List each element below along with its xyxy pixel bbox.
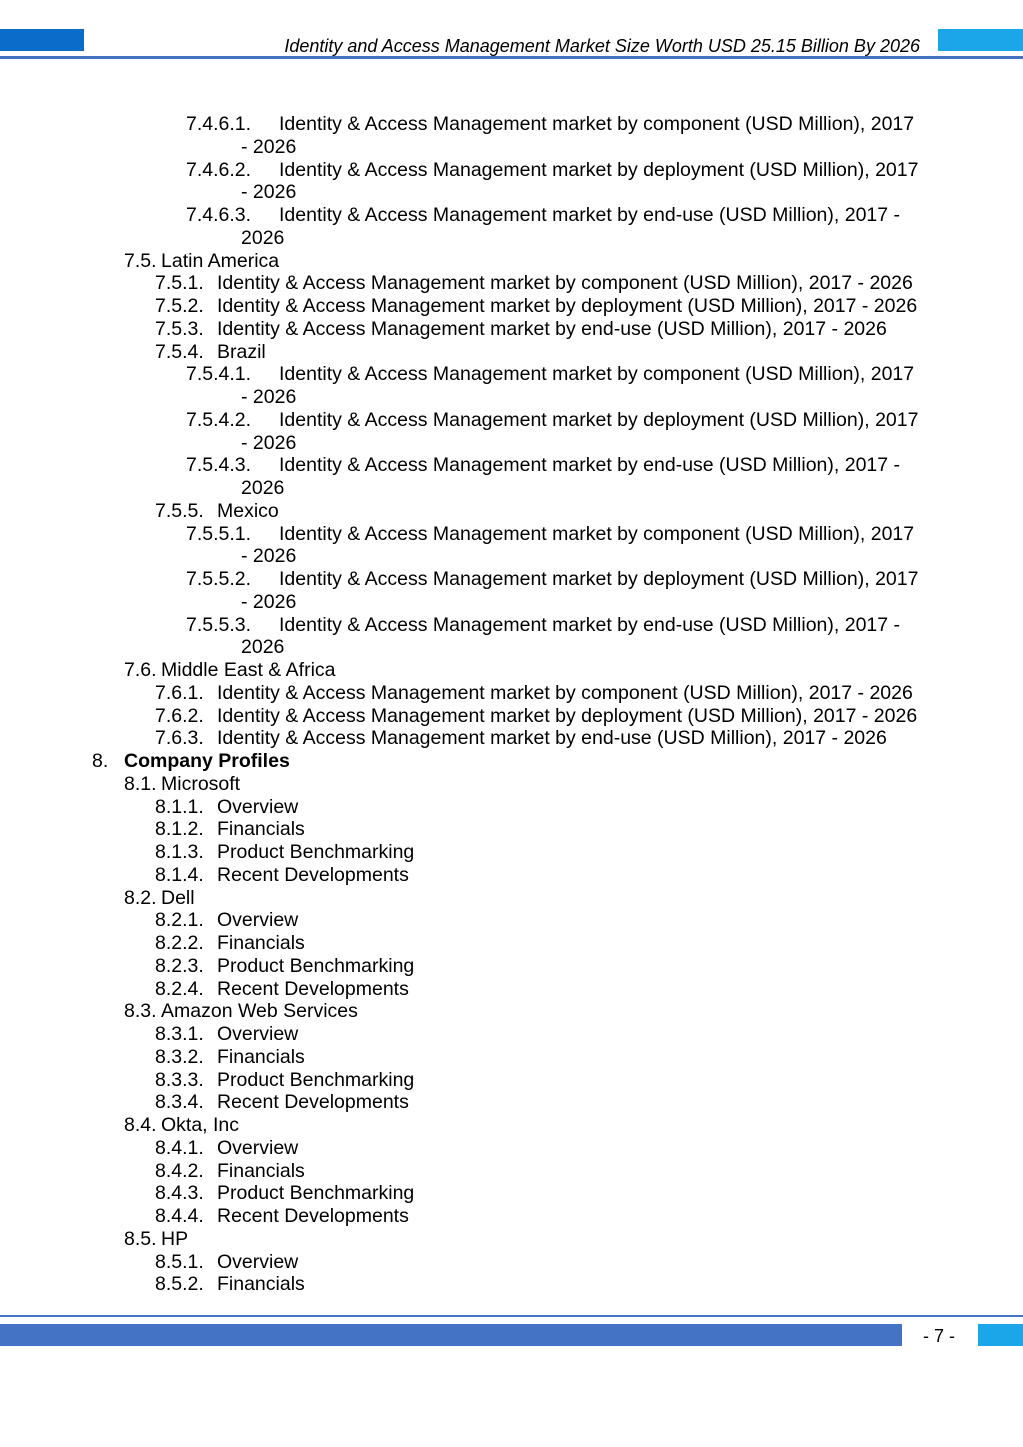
toc-entry-number: 8.1.3. [155, 841, 204, 863]
toc-entry [0, 136, 1023, 159]
toc-entry [0, 454, 1023, 477]
toc-entry-number: 7.5. [124, 249, 157, 272]
toc-entry-title: Financials [217, 932, 305, 954]
toc-entry [0, 250, 1023, 273]
toc-entry-title: Identity & Access Management market by end-use (USD Million), 2017 - 2026 [217, 317, 887, 340]
toc-entry [0, 318, 1023, 341]
toc-entry-title: Product Benchmarking [217, 954, 415, 977]
toc-entry [0, 1000, 1023, 1023]
page-number: - 7 - [922, 1326, 955, 1346]
toc-entry [0, 796, 1023, 819]
toc-entry-number: 8.2.3. [155, 954, 204, 977]
toc-entry-number: 7.5.5. [155, 499, 204, 522]
toc-entry-number: 7.5.1. [155, 272, 204, 295]
toc-entry-number: 8.5.2. [155, 1273, 204, 1296]
toc-entry-title: Identity & Access Management market by component (USD Million), 2017 [279, 363, 915, 386]
toc-entry-number: 8.5.1. [155, 1250, 204, 1273]
toc-entry [0, 841, 1023, 864]
toc-entry [0, 227, 1023, 250]
header-rule [0, 56, 1023, 59]
toc-entry-title: HP [161, 1227, 189, 1250]
toc-entry [0, 272, 1023, 295]
toc-entry-number: 8.2.4. [155, 977, 204, 1000]
toc-entry [0, 568, 1023, 591]
toc-entry [0, 750, 1023, 773]
toc-entry-number: 8.2. [124, 886, 157, 909]
toc-entry-number: 8.4. [124, 1114, 157, 1136]
toc-entry-continuation: - 2026 [241, 135, 297, 158]
toc-entry-number: 8.5. [124, 1227, 157, 1250]
toc-entry-number: 8.3.3. [155, 1068, 204, 1091]
toc-entry-number: 8.1. [124, 772, 157, 795]
toc-entry [0, 1046, 1023, 1069]
toc-entry [0, 955, 1023, 978]
toc-entry [0, 1182, 1023, 1205]
toc-entry-number: 8.2.1. [155, 909, 204, 932]
table-of-contents [0, 113, 1023, 1296]
toc-entry [0, 1137, 1023, 1160]
toc-entry-number: 7.5.4.2. [186, 408, 252, 431]
toc-entry-title: Mexico [217, 499, 279, 522]
toc-entry [0, 113, 1023, 136]
toc-entry [0, 1091, 1023, 1114]
toc-entry [0, 636, 1023, 659]
toc-entry [0, 659, 1023, 682]
toc-entry [0, 159, 1023, 182]
toc-entry-title: Latin America [161, 249, 280, 272]
toc-entry-title: Financials [217, 1273, 305, 1296]
toc-entry-continuation: - 2026 [241, 386, 297, 408]
toc-entry [0, 887, 1023, 910]
toc-entry-title: Product Benchmarking [217, 1068, 415, 1091]
toc-entry-title: Financials [217, 818, 305, 841]
toc-entry-title: Overview [217, 909, 299, 932]
toc-entry [0, 181, 1023, 204]
toc-entry-number: 8. [92, 750, 109, 772]
toc-entry [0, 1114, 1023, 1137]
toc-entry-title: Identity & Access Management market by end-use (USD Million), 2017 - [279, 613, 901, 636]
toc-entry-title: Recent Developments [217, 1205, 409, 1227]
header-block-left [0, 29, 84, 51]
toc-entry-title: Identity & Access Management market by component (USD Million), 2017 [279, 522, 915, 545]
toc-entry [0, 864, 1023, 887]
toc-entry-title: Recent Developments [217, 863, 409, 886]
toc-entry-number: 8.3.4. [155, 1091, 204, 1114]
header-title: Identity and Access Management Market Size Worth USD 25.15 Billion By 2026 [284, 36, 920, 56]
toc-entry-number: 7.6. [124, 659, 157, 681]
toc-entry [0, 1251, 1023, 1274]
toc-entry-number: 7.4.6.3. [186, 204, 252, 226]
toc-entry [0, 614, 1023, 637]
toc-entry [0, 341, 1023, 364]
toc-entry [0, 386, 1023, 409]
toc-entry-number: 7.6.1. [155, 681, 204, 704]
toc-entry-number: 7.6.2. [155, 704, 204, 727]
toc-entry-number: 8.4.4. [155, 1205, 204, 1227]
toc-entry-continuation: 2026 [241, 636, 285, 659]
toc-entry-title: Overview [217, 1023, 299, 1045]
toc-entry [0, 682, 1023, 705]
toc-entry-number: 7.5.4.1. [186, 363, 252, 386]
toc-entry-title: Identity & Access Management market by end-use (USD Million), 2017 - 2026 [217, 727, 887, 750]
toc-entry-title: Recent Developments [217, 977, 409, 1000]
toc-entry-number: 8.2.2. [155, 932, 204, 954]
toc-entry [0, 591, 1023, 614]
toc-entry [0, 1205, 1023, 1228]
toc-entry-number: 7.5.2. [155, 295, 204, 317]
toc-entry-title: Financials [217, 1045, 305, 1068]
toc-entry-title: Product Benchmarking [217, 841, 415, 863]
toc-entry-number: 7.5.4. [155, 340, 204, 363]
toc-entry [0, 1023, 1023, 1046]
toc-entry-title: Product Benchmarking [217, 1182, 415, 1205]
toc-entry-title: Amazon Web Services [161, 1000, 358, 1023]
toc-entry-title: Identity & Access Management market by deployment (USD Million), 2017 - 2026 [217, 295, 918, 317]
toc-entry [0, 409, 1023, 432]
toc-entry [0, 500, 1023, 523]
toc-entry-title: Identity & Access Management market by deployment (USD Million), 2017 [279, 158, 919, 181]
toc-entry [0, 932, 1023, 955]
toc-entry-continuation: - 2026 [241, 181, 297, 204]
toc-entry-number: 7.5.5.3. [186, 613, 252, 636]
toc-entry-number: 8.4.1. [155, 1136, 204, 1159]
toc-entry-title: Identity & Access Management market by deployment (USD Million), 2017 [279, 568, 919, 590]
toc-entry-continuation: - 2026 [241, 545, 297, 568]
toc-entry-number: 8.4.3. [155, 1182, 204, 1205]
toc-entry [0, 477, 1023, 500]
toc-entry-title: Overview [217, 795, 299, 818]
toc-entry-title: Identity & Access Management market by component (USD Million), 2017 [279, 113, 915, 135]
toc-entry [0, 909, 1023, 932]
toc-entry-number: 8.3.2. [155, 1045, 204, 1068]
toc-entry [0, 523, 1023, 546]
toc-entry-number: 7.5.5.2. [186, 568, 252, 590]
toc-entry-number: 7.5.5.1. [186, 522, 252, 545]
toc-entry-title: Overview [217, 1250, 299, 1273]
toc-entry-number: 8.1.1. [155, 795, 204, 818]
toc-entry-title: Identity & Access Management market by end-use (USD Million), 2017 - [279, 454, 901, 477]
toc-entry-number: 7.6.3. [155, 727, 204, 750]
toc-entry-continuation: - 2026 [241, 431, 297, 454]
toc-entry [0, 818, 1023, 841]
toc-entry-title: Identity & Access Management market by deployment (USD Million), 2017 - 2026 [217, 704, 918, 727]
toc-entry-title: Identity & Access Management market by component (USD Million), 2017 - 2026 [217, 681, 913, 704]
toc-entry-title: Identity & Access Management market by deployment (USD Million), 2017 [279, 408, 919, 431]
toc-entry-continuation: 2026 [241, 477, 285, 499]
toc-entry [0, 363, 1023, 386]
toc-entry-title: Microsoft [161, 772, 241, 795]
toc-entry-title: Brazil [217, 340, 266, 363]
toc-entry-number: 7.5.3. [155, 317, 204, 340]
toc-entry [0, 1273, 1023, 1296]
toc-entry [0, 545, 1023, 568]
toc-entry-title: Overview [217, 1136, 299, 1159]
header-block-right [938, 29, 1023, 51]
toc-entry-title: Financials [217, 1159, 305, 1182]
toc-entry-number: 8.1.2. [155, 818, 204, 841]
toc-entry [0, 978, 1023, 1001]
toc-entry-title: Company Profiles [124, 750, 290, 772]
toc-entry-number: 7.4.6.1. [186, 113, 252, 135]
toc-entry [0, 727, 1023, 750]
toc-entry-number: 8.3.1. [155, 1023, 204, 1045]
toc-entry-title: Recent Developments [217, 1091, 409, 1114]
footer-bar [0, 1324, 902, 1346]
toc-entry [0, 295, 1023, 318]
toc-entry [0, 1069, 1023, 1092]
toc-entry-continuation: - 2026 [241, 590, 297, 613]
toc-entry [0, 705, 1023, 728]
footer-block-right [978, 1324, 1023, 1346]
toc-entry-title: Identity & Access Management market by end-use (USD Million), 2017 - [279, 204, 901, 226]
toc-entry-title: Identity & Access Management market by component (USD Million), 2017 - 2026 [217, 272, 913, 295]
toc-entry-number: 7.4.6.2. [186, 158, 252, 181]
toc-entry-continuation: 2026 [241, 226, 285, 249]
toc-entry [0, 204, 1023, 227]
toc-entry-title: Dell [161, 886, 195, 909]
toc-entry-title: Okta, Inc [161, 1114, 240, 1136]
footer-rule [0, 1315, 1023, 1317]
toc-entry [0, 432, 1023, 455]
toc-entry [0, 1160, 1023, 1183]
toc-entry-number: 8.3. [124, 1000, 157, 1023]
toc-entry [0, 1228, 1023, 1251]
toc-entry [0, 773, 1023, 796]
toc-entry-number: 7.5.4.3. [186, 454, 252, 477]
toc-entry-number: 8.4.2. [155, 1159, 204, 1182]
toc-entry-title: Middle East & Africa [161, 659, 336, 681]
toc-entry-number: 8.1.4. [155, 863, 204, 886]
